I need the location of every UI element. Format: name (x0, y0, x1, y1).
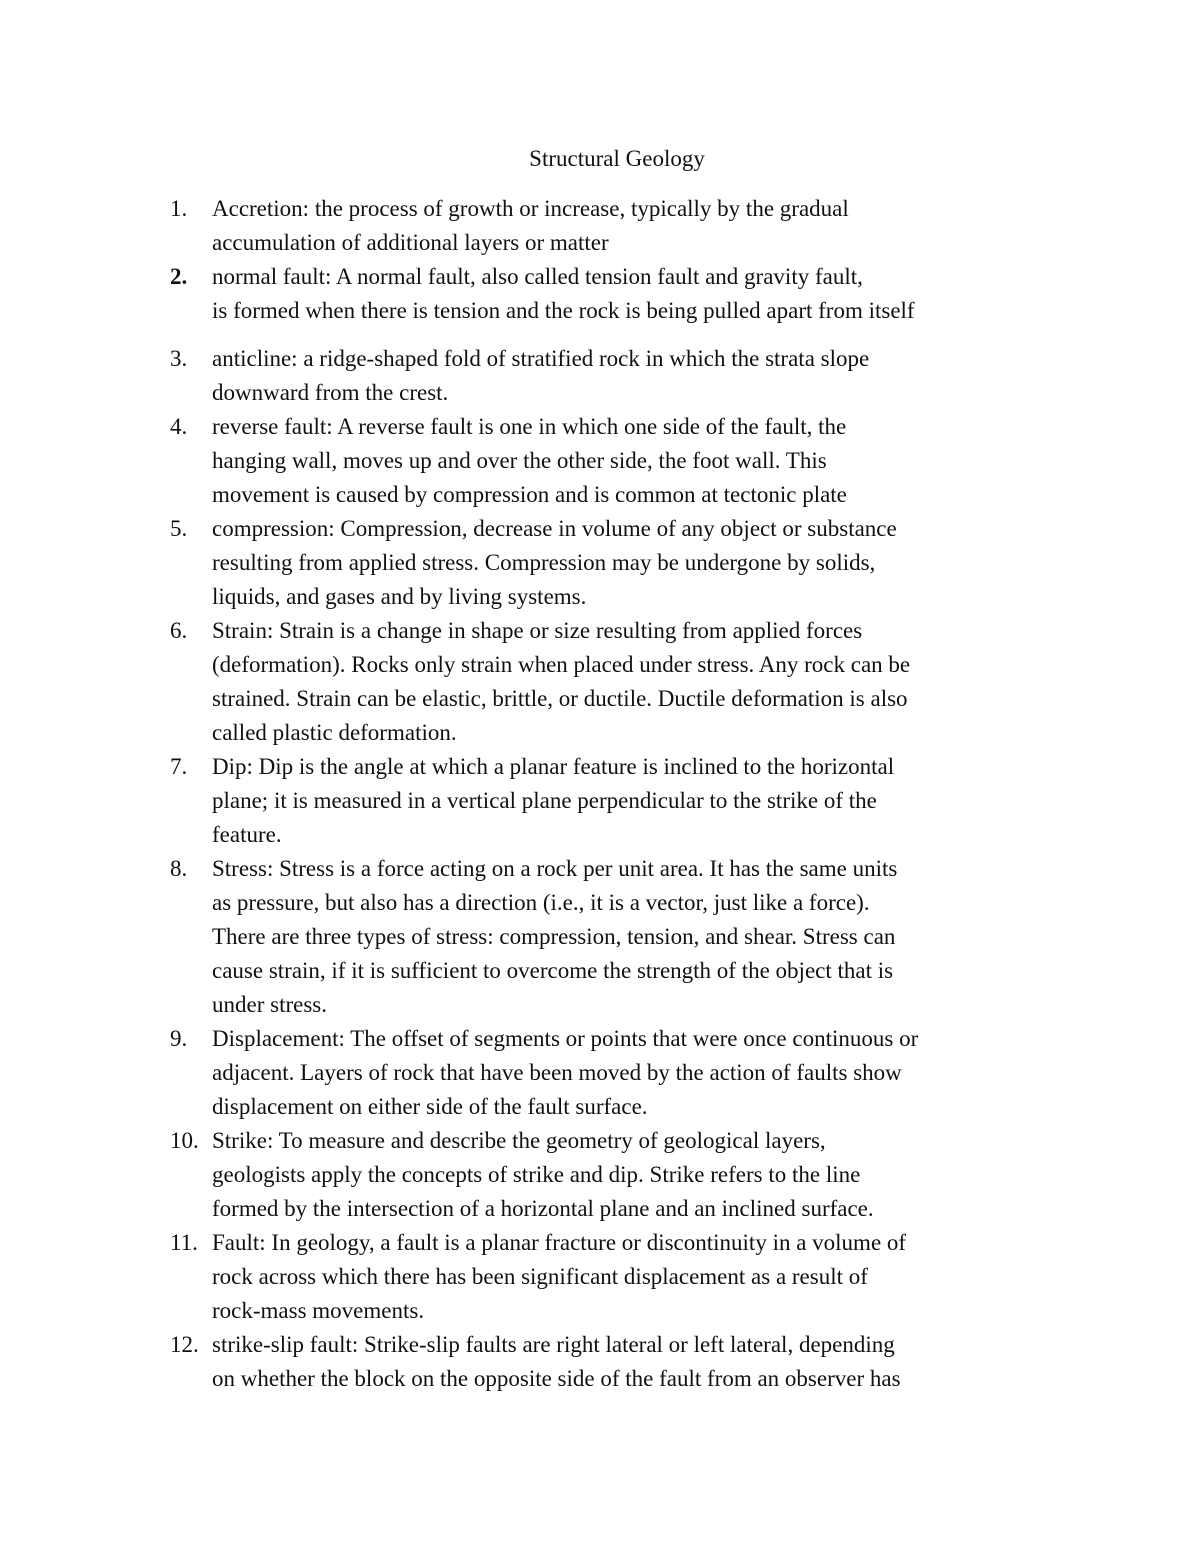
item-text (212, 614, 1070, 750)
item-line: rock across which there has been significant displacement as a result of (212, 1264, 868, 1289)
item-number: 7. (170, 754, 188, 779)
item-line: anticline: a ridge-shaped fold of stratified rock in which the strata slope (212, 346, 870, 371)
item-line: Fault: In geology, a fault is a planar fracture or discontinuity in a volume of (212, 1230, 907, 1255)
list-item (170, 192, 1070, 260)
item-text (212, 852, 1070, 1022)
item-number: 11. (170, 1230, 198, 1255)
item-text (212, 192, 1070, 260)
item-number: 9. (170, 1026, 188, 1051)
item-number: 12. (170, 1332, 199, 1357)
item-text (212, 410, 1070, 512)
item-line: formed by the intersection of a horizontal plane and an inclined surface. (212, 1196, 874, 1221)
item-text (212, 342, 1070, 410)
item-line: resulting from applied stress. Compression may be undergone by solids, (212, 550, 876, 575)
item-line: normal fault: A normal fault, also called tension fault and gravity fault, (212, 264, 863, 289)
item-line: on whether the block on the opposite side of the fault from an observer has (212, 1366, 901, 1391)
list-item (170, 1226, 1070, 1328)
item-number: 3. (170, 346, 188, 371)
list-item (170, 342, 1070, 410)
item-number: 5. (170, 516, 188, 541)
item-line: called plastic deformation. (212, 720, 457, 745)
item-number: 10. (170, 1128, 199, 1153)
item-text (212, 750, 1070, 852)
list-item (170, 750, 1070, 852)
list-item (170, 260, 1070, 328)
item-line: feature. (212, 822, 282, 847)
item-number: 6. (170, 618, 188, 643)
list-item (170, 614, 1070, 750)
page-title: Structural Geology (529, 146, 705, 171)
item-text (212, 260, 1070, 328)
item-text (212, 1022, 1070, 1124)
item-text (212, 1226, 1070, 1328)
list-item (170, 852, 1070, 1022)
item-number: 8. (170, 856, 188, 881)
definition-list (170, 192, 1070, 1396)
item-line: displacement on either side of the fault surface. (212, 1094, 648, 1119)
list-item (170, 410, 1070, 512)
item-line: geologists apply the concepts of strike and dip. Strike refers to the line (212, 1162, 861, 1187)
item-number: 1. (170, 196, 188, 221)
item-line: plane; it is measured in a vertical plane perpendicular to the strike of the (212, 788, 877, 813)
item-line: Stress: Stress is a force acting on a rock per unit area. It has the same units (212, 856, 898, 881)
item-line: (deformation). Rocks only strain when placed under stress. Any rock can be (212, 652, 911, 677)
item-line: reverse fault: A reverse fault is one in which one side of the fault, the (212, 414, 847, 439)
item-line: compression: Compression, decrease in volume of any object or substance (212, 516, 897, 541)
item-number: 4. (170, 414, 188, 439)
item-line: under stress. (212, 992, 327, 1017)
item-line: is formed when there is tension and the rock is being pulled apart from itself (212, 298, 915, 323)
item-line: strike-slip fault: Strike-slip faults are right lateral or left lateral, depending (212, 1332, 895, 1357)
item-line: adjacent. Layers of rock that have been moved by the action of faults show (212, 1060, 902, 1085)
list-item (170, 512, 1070, 614)
item-text (212, 1124, 1070, 1226)
item-line: Accretion: the process of growth or increase, typically by the gradual (212, 196, 849, 221)
item-line: liquids, and gases and by living systems. (212, 584, 587, 609)
item-line: accumulation of additional layers or matter (212, 230, 609, 255)
item-line: as pressure, but also has a direction (i.e., it is a vector, just like a force). (212, 890, 870, 915)
item-number: 2. (170, 264, 188, 289)
list-item (170, 1328, 1070, 1396)
list-item (170, 1124, 1070, 1226)
item-text (212, 1328, 1070, 1396)
item-line: Strain: Strain is a change in shape or size resulting from applied forces (212, 618, 863, 643)
item-line: strained. Strain can be elastic, brittle, or ductile. Ductile deformation is also (212, 686, 908, 711)
item-line: rock-mass movements. (212, 1298, 425, 1323)
item-line: movement is caused by compression and is common at tectonic plate (212, 482, 847, 507)
item-line: There are three types of stress: compression, tension, and shear. Stress can (212, 924, 896, 949)
list-item (170, 1022, 1070, 1124)
item-text (212, 512, 1070, 614)
item-line: downward from the crest. (212, 380, 449, 405)
item-line: Displacement: The offset of segments or points that were once continuous or (212, 1026, 919, 1051)
item-line: hanging wall, moves up and over the other side, the foot wall. This (212, 448, 827, 473)
item-line: Strike: To measure and describe the geometry of geological layers, (212, 1128, 826, 1153)
item-line: Dip: Dip is the angle at which a planar feature is inclined to the horizontal (212, 754, 895, 779)
item-line: cause strain, if it is sufficient to overcome the strength of the object that is (212, 958, 894, 983)
